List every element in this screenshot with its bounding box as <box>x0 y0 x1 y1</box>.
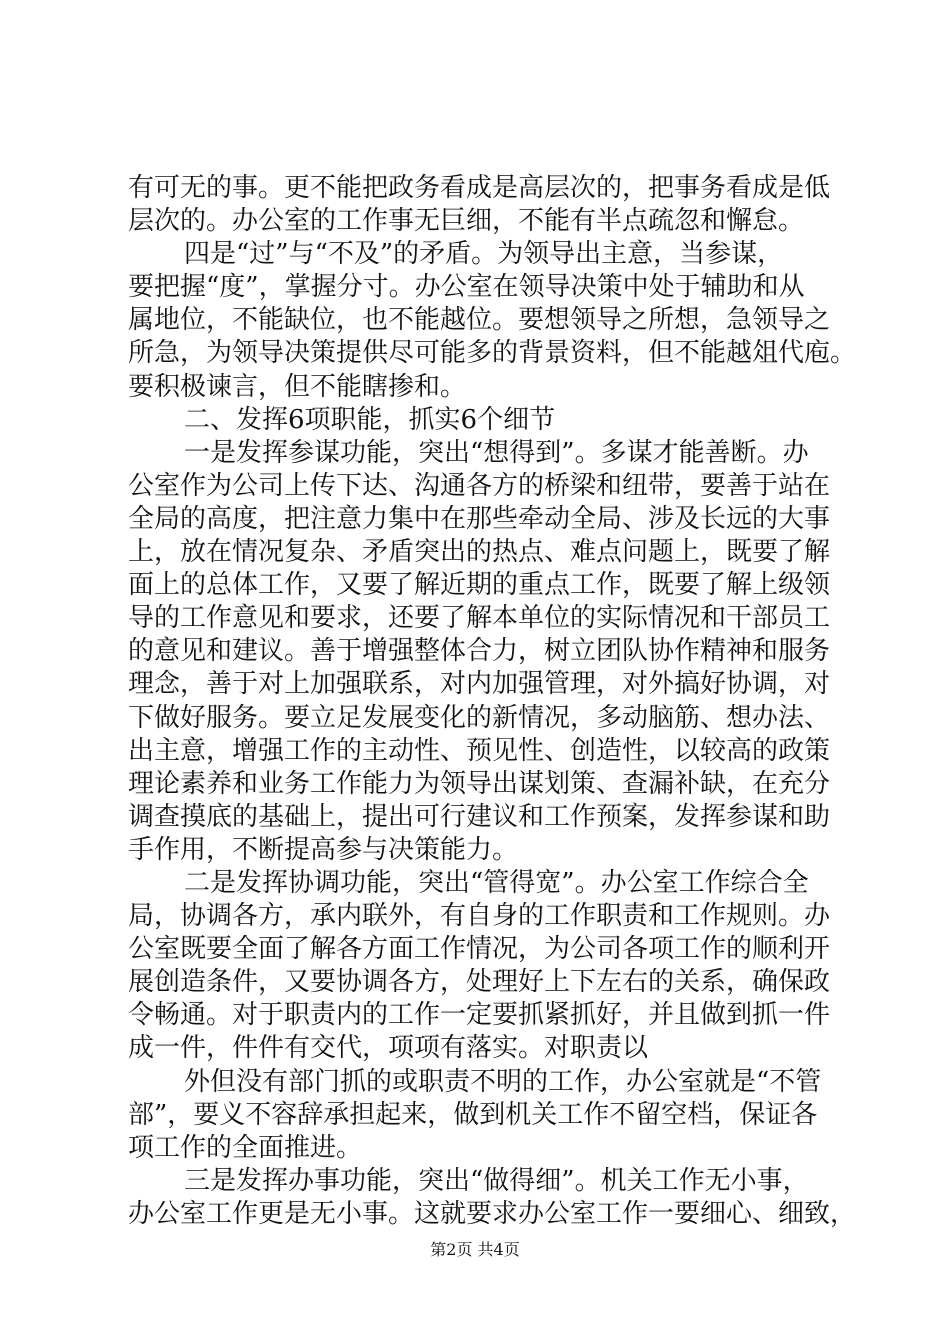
document-body <box>128 172 857 1231</box>
text-line: 手作用，不断提高参与决策能力。 <box>128 834 519 865</box>
text-line: 令畅通。对于职责内的工作一定要抓紧抓好，并且做到抓一件 <box>128 1000 831 1031</box>
text-line: 项工作的全面推进。 <box>128 1132 363 1163</box>
text-line: 下做好服务。要立足发展变化的新情况，多动脑筋、想办法、 <box>128 702 831 733</box>
text-line: 层次的。办公室的工作事无巨细，不能有半点疏忽和懈怠。 <box>128 206 805 237</box>
text-line: 三是发挥办事功能，突出“做得细”。机关工作无小事， <box>184 1165 809 1196</box>
text-line: 局，协调各方，承内联外，有自身的工作职责和工作规则。办 <box>128 901 831 932</box>
text-line: 全局的高度，把注意力集中在那些牵动全局、涉及长远的大事 <box>128 503 831 534</box>
text-line: 公室作为公司上传下达、沟通各方的桥梁和纽带，要善于站在 <box>128 470 831 501</box>
text-line: 办公室工作更是无小事。这就要求办公室工作一要细心、细致， <box>128 1198 857 1229</box>
page-footer: 第2页 共4页 <box>430 1240 520 1259</box>
text-line: 理论素养和业务工作能力为领导出谋划策、查漏补缺，在充分 <box>128 768 831 799</box>
text-line: 展创造条件，又要协调各方，处理好上下左右的关系，确保政 <box>128 967 831 998</box>
text-line: 一是发挥参谋功能，突出“想得到”。多谋才能善断。办 <box>184 437 809 468</box>
text-line: 出主意，增强工作的主动性、预见性、创造性，以较高的政策 <box>128 735 831 766</box>
text-line: 公室既要全面了解各方面工作情况，为公司各项工作的顺利开 <box>128 934 831 965</box>
text-line: 二是发挥协调功能，突出“管得宽”。办公室工作综合全 <box>184 867 809 898</box>
text-line: 属地位，不能缺位，也不能越位。要想领导之所想，急领导之 <box>128 305 831 336</box>
text-line: 外但没有部门抓的或职责不明的工作，办公室就是“不管 <box>184 1066 822 1097</box>
text-line: 四是“过”与“不及”的矛盾。为领导出主意，当参谋， <box>184 239 784 270</box>
text-line: 面上的总体工作，又要了解近期的重点工作，既要了解上级领 <box>128 570 831 601</box>
text-line: 部”，要义不容辞承担起来，做到机关工作不留空档，保证各 <box>128 1099 818 1130</box>
text-line: 调查摸底的基础上，提出可行建议和工作预案，发挥参谋和助 <box>128 801 831 832</box>
text-line: 上，放在情况复杂、矛盾突出的热点、难点问题上，既要了解 <box>128 537 831 568</box>
text-line: 的意见和建议。善于增强整体合力，树立团队协作精神和服务 <box>128 636 831 667</box>
text-line: 导的工作意见和要求，还要了解本单位的实际情况和干部员工 <box>128 603 831 634</box>
text-line: 二、发挥6项职能，抓实6个细节 <box>184 404 556 435</box>
text-line: 要把握“度”，掌握分寸。办公室在领导决策中处于辅助和从 <box>128 272 805 303</box>
text-line: 要积极谏言，但不能瞎掺和。 <box>128 371 467 402</box>
text-line: 所急，为领导决策提供尽可能多的背景资料，但不能越俎代庖。 <box>128 338 857 369</box>
text-line: 成一件，件件有交代，项项有落实。对职责以 <box>128 1033 649 1064</box>
text-line: 有可无的事。更不能把政务看成是高层次的，把事务看成是低 <box>128 173 831 203</box>
text-line: 理念，善于对上加强联系，对内加强管理，对外搞好协调，对 <box>128 669 831 700</box>
